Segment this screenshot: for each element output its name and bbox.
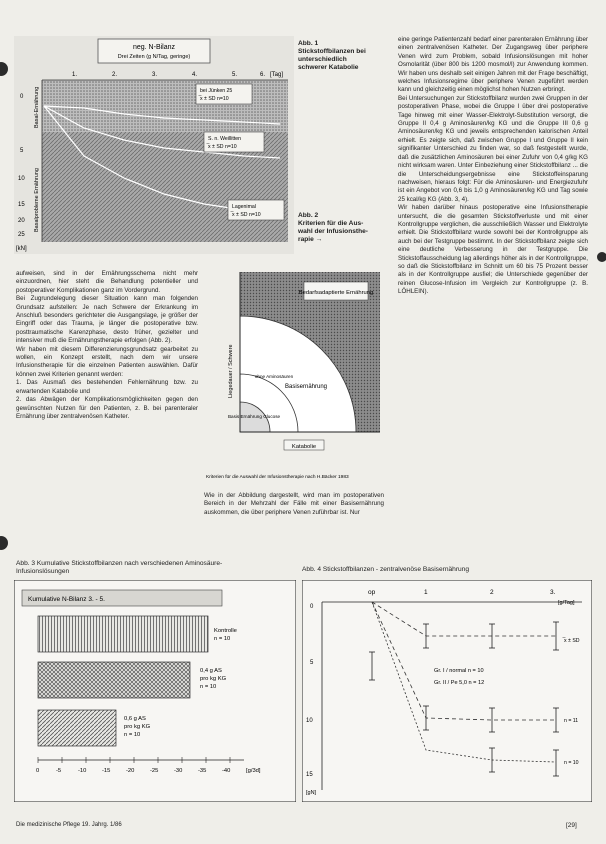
fig4-y-15: 15 (306, 772, 313, 778)
fig4-x-2: 2 (490, 589, 494, 596)
fig3-bar3-l1: 0,6 g AS (124, 716, 146, 722)
right-para-2: Bei Untersuchungen zur Stickstoffbilanz wurden zwei Gruppen in der postoperativen Phase, wobei die Gruppe I über drei postoperative Tage hinweg mit einer Wasser-Elektrolyt-Substitution versorgt, die Gruppe II 0,4 g Aminosäuren/kg KG und die Gruppe III 0,6 g Aminosäuren/kg KG und jeweils entsprechenden kalorischen Anteil erhielt. Es zeigte sich, daß zwischen Gruppe I und Gruppe II kein signifikanter Unterschied zu finden war, so daß festgestellt wurde, daß die zusätzlichen Aminosäuren bei einer Zufuhr von 0,4 g/kg KG nicht wirksam waren. Unter Einbeziehung einer Stickstoffbilanz ... die die Unterscheidungsergebnisse eine Stickstoffeinsparung nachweisen, hieraus folgt: Für die Aminosäuren- und Energiezufuhr ist ein Angebot von 0,6 bis 1,0 g Aminosäuren/kg KG und Tag sowie 25 kcal/kg KG (Abb. 3, 4). (398, 94, 588, 203)
fig1-box1-l2: ̅x ± SD n=10 (200, 96, 229, 102)
figure-2-svg (204, 268, 384, 490)
fig3-xtick-40: -40 (222, 768, 231, 774)
fig3-bar2-l2: pro kg KG (200, 676, 227, 682)
fig4-x-op: op (368, 589, 376, 596)
fig1-box2-l1: S. n. Weillitten (208, 136, 242, 142)
figure-2 (204, 268, 384, 490)
fig1-y-0: 0 (20, 94, 24, 100)
fig4-label-2: n = 11 (564, 718, 579, 724)
fig1-y-unit: [kN] (16, 246, 27, 252)
left-para-4: 1. Das Ausmaß des bestehenden Fehlernährung bzw. zu erwartenden Katabolie und (16, 379, 198, 395)
figure-3 (14, 580, 296, 802)
fig4-label-1: ̅x ± SD (564, 638, 580, 644)
fig3-xtick-0: 0 (36, 768, 40, 774)
footer-page-number: [29] (566, 822, 577, 829)
footer-left: Die medizinische Pflege 19. Jahrg. 1/86 (16, 822, 122, 828)
fig3-bar3-l2: pro kg KG (124, 724, 151, 730)
fig1-y-25: 25 (18, 232, 25, 238)
figure-4-svg (302, 580, 592, 802)
mid-para-1: Wie in der Abbildung dargestellt, wird man im postoperativen Bereich in der Mehrzahl der Fälle mit einer Basisernährung auskommen, die über periphere Venen zuführbar ist. Nur (204, 492, 384, 516)
fig3-xtick-5: -5 (56, 768, 62, 774)
fig1-y-15: 15 (18, 202, 25, 208)
fig3-bar1-l2: n = 10 (214, 636, 231, 642)
fig4-legend-1: Gr. I / normal n = 10 (434, 668, 484, 674)
fig1-tick-6: 6. (260, 72, 266, 78)
fig1-tick-3: 3. (152, 72, 158, 78)
figure-4-caption: Abb. 4 Stickstoffbilanzen - zentralvenöse Basisernährung (302, 566, 470, 573)
fig1-y-5: 5 (20, 148, 24, 154)
fig3-xtick-25: -25 (150, 768, 159, 774)
figure-1 (14, 36, 294, 254)
fig2-caption: Kriterien für die Auswahl der Infusionstherapie nach H.Bäcker 1983 (206, 475, 349, 480)
fig1-y-20: 20 (18, 218, 25, 224)
fig1-tick-4: 4. (192, 72, 198, 78)
fig2-inner-label: Basisernährung (284, 384, 328, 390)
fig2-mid-label: ohne Aminosäuren (254, 374, 294, 379)
punch-hole-top (0, 62, 8, 76)
figure-1-subtitle: Drei Zeiten (g N/Tag, geringe) (117, 54, 191, 60)
figure-2-caption: Abb. 2 Kriterien für die Aus- wahl der Infusionsthe- rapie → (298, 212, 368, 243)
right-column-text (398, 36, 588, 297)
fig4-unit-x: [g/Tag] (558, 600, 575, 606)
punch-hole-right (597, 252, 606, 262)
fig4-label-3: n = 10 (564, 760, 579, 766)
punch-hole-bottom (0, 536, 8, 550)
figure-3-svg (14, 580, 296, 802)
fig1-box3-l2: ̅x ± SD n=10 (232, 212, 261, 218)
fig4-legend-2: Gr. II / Pe 5,0 n = 12 (434, 680, 485, 686)
middle-column-text (204, 492, 384, 517)
fig3-xtick-15: -15 (102, 768, 111, 774)
fig3-bar2-l3: n = 10 (200, 684, 217, 690)
figure-3-caption: Abb. 3 Kumulative Stickstoffbilanzen nach verschiedenen Aminosäure- Infusionslösungen (16, 560, 223, 575)
fig1-tick-2: 2. (112, 72, 118, 78)
fig3-bar3-l3: n = 10 (124, 732, 141, 738)
fig1-tick-unit: [Tag] (270, 72, 284, 78)
fig3-bar2-l1: 0,4 g AS (200, 668, 222, 674)
fig2-y-axis: Liegedauer / Schwere (228, 344, 234, 398)
right-para-1: eine geringe Patientenzahl bedarf einer parenteralen Ernährung über einen zentralvenösen Katheter. Der Zugangsweg über periphere Venen wird zum Problem, sobald Infusionslösungen mit hoher Osmolarität (über 800 bis 1200 mosmol/l) zur Anwendung kommen. Wir haben uns deshalb seit einigen Jahren mit der Frage beschäftigt, welches Infusionsregime über periphere Venen zugeführt werden kann und gleichzeitig einen möglichst hohen Nutzen erbringt. (398, 36, 588, 94)
fig3-bar1-l1: Kontrolle (214, 628, 237, 634)
fig4-unit-y: [gN] (306, 790, 317, 796)
fig1-y-10: 10 (18, 176, 25, 182)
fig1-tick-1: 1. (72, 72, 78, 78)
fig1-box1-l1: bei Jünken 25 (200, 88, 233, 94)
fig1-ylabel-bottom: Basalprobleme Ernährung (34, 168, 40, 232)
left-para-2: Bei Zugrundelegung dieser Situation kann man folgenden Grundsatz aufstellen: Je nach Schwere der Erkrankung im Anschluß besonders gerichteter die Ausgangslage, je größer der Eingriff oder das Trauma, je länger die postoperative bzw. posttraumatische Karenzphase, desto früher, gezielter und intensiver muß die Ernährungstherapie erfolgen (Abb. 2). (16, 295, 198, 345)
figure-1-svg (14, 36, 294, 254)
figure-4 (302, 580, 592, 802)
fig4-y-0: 0 (310, 604, 314, 610)
fig3-xtick-35: -35 (198, 768, 207, 774)
fig3-xtick-10: -10 (78, 768, 87, 774)
fig4-x-1: 1 (424, 589, 428, 596)
fig1-box3-l1: Lagenimal (232, 204, 256, 210)
figure-1-caption: Abb. 1 Stickstoffbilanzen bei unterschiedlich schwerer Katabolie (298, 40, 366, 71)
fig2-small-label: Basis Ernährung Glucose (227, 414, 281, 419)
left-para-3: Wir haben mit diesem Differenzierungsgrundsatz gearbeitet zu wollen, ein Konzept erstellt, nach dem wir unsere Infusionstherapie für die einzelnen Patienten auswählen. Dafür können zwei Kriterien genannt werden: (16, 345, 198, 378)
left-para-1: aufweisen, sind in der Ernährungsschema nicht mehr einzuordnen, hier steht die Behandlung potentieller und postoperativer Komplikationen ganz im Vordergrund. (16, 270, 198, 294)
fig1-tick-5: 5. (232, 72, 238, 78)
fig1-box2-l2: ̅x ± SD n=10 (208, 144, 237, 150)
fig4-y-10: 10 (306, 718, 313, 724)
figure-1-title: neg. N-Bilanz (132, 44, 176, 51)
fig3-unit: [g/3d] (246, 768, 261, 774)
right-para-3: Wir haben darüber hinaus postoperative eine Infusionstherapie untersucht, die die gesamten Stickstoffverluste und mit einer Kontrollgruppe verglichen, die ausschließlich Wasser und Elektrolyte erhielt. Die Stickstoffbilanz wurde sowohl bei der Kontrollgruppe als auch bei der Testgruppe bestimmt. In der Stickstoffbilanz zeigte sich eine deutliche Verbesserung in der Testgruppe. Die Stickstoffausscheidung lag allerdings höher als in der Kontrollgruppe, so daß die Stickstoffbilanz im Schnitt um 60 bis 75 Prozent besser als in der Kontrollgruppe ausfiel; die Unterschiede gegenüber der reinen Glucose-Infusion im Vergleich zur Kontrollgruppe (z. B. LÖHLEIN). (398, 204, 588, 296)
fig3-xtick-20: -20 (126, 768, 135, 774)
fig4-y-5: 5 (310, 660, 314, 666)
fig3-xtick-30: -30 (174, 768, 183, 774)
left-para-5: 2. das Abwägen der Komplikationsmöglichkeiten gegen den gewünschten Nutzen für den Patienten, z. B. bei parenteraler Ernährung über zentralvenösen Katheter. (16, 396, 198, 420)
left-column-text (16, 270, 198, 421)
fig4-x-3: 3. (550, 589, 556, 596)
fig1-ylabel-top: Basal-Ernährung (34, 86, 40, 128)
fig2-outer-label: Bedarfsadaptierte Ernährung (298, 290, 374, 296)
fig3-header: Kumulative N-Bilanz 3. - 5. (28, 596, 105, 603)
fig2-x-axis: Katabolie (291, 444, 317, 450)
